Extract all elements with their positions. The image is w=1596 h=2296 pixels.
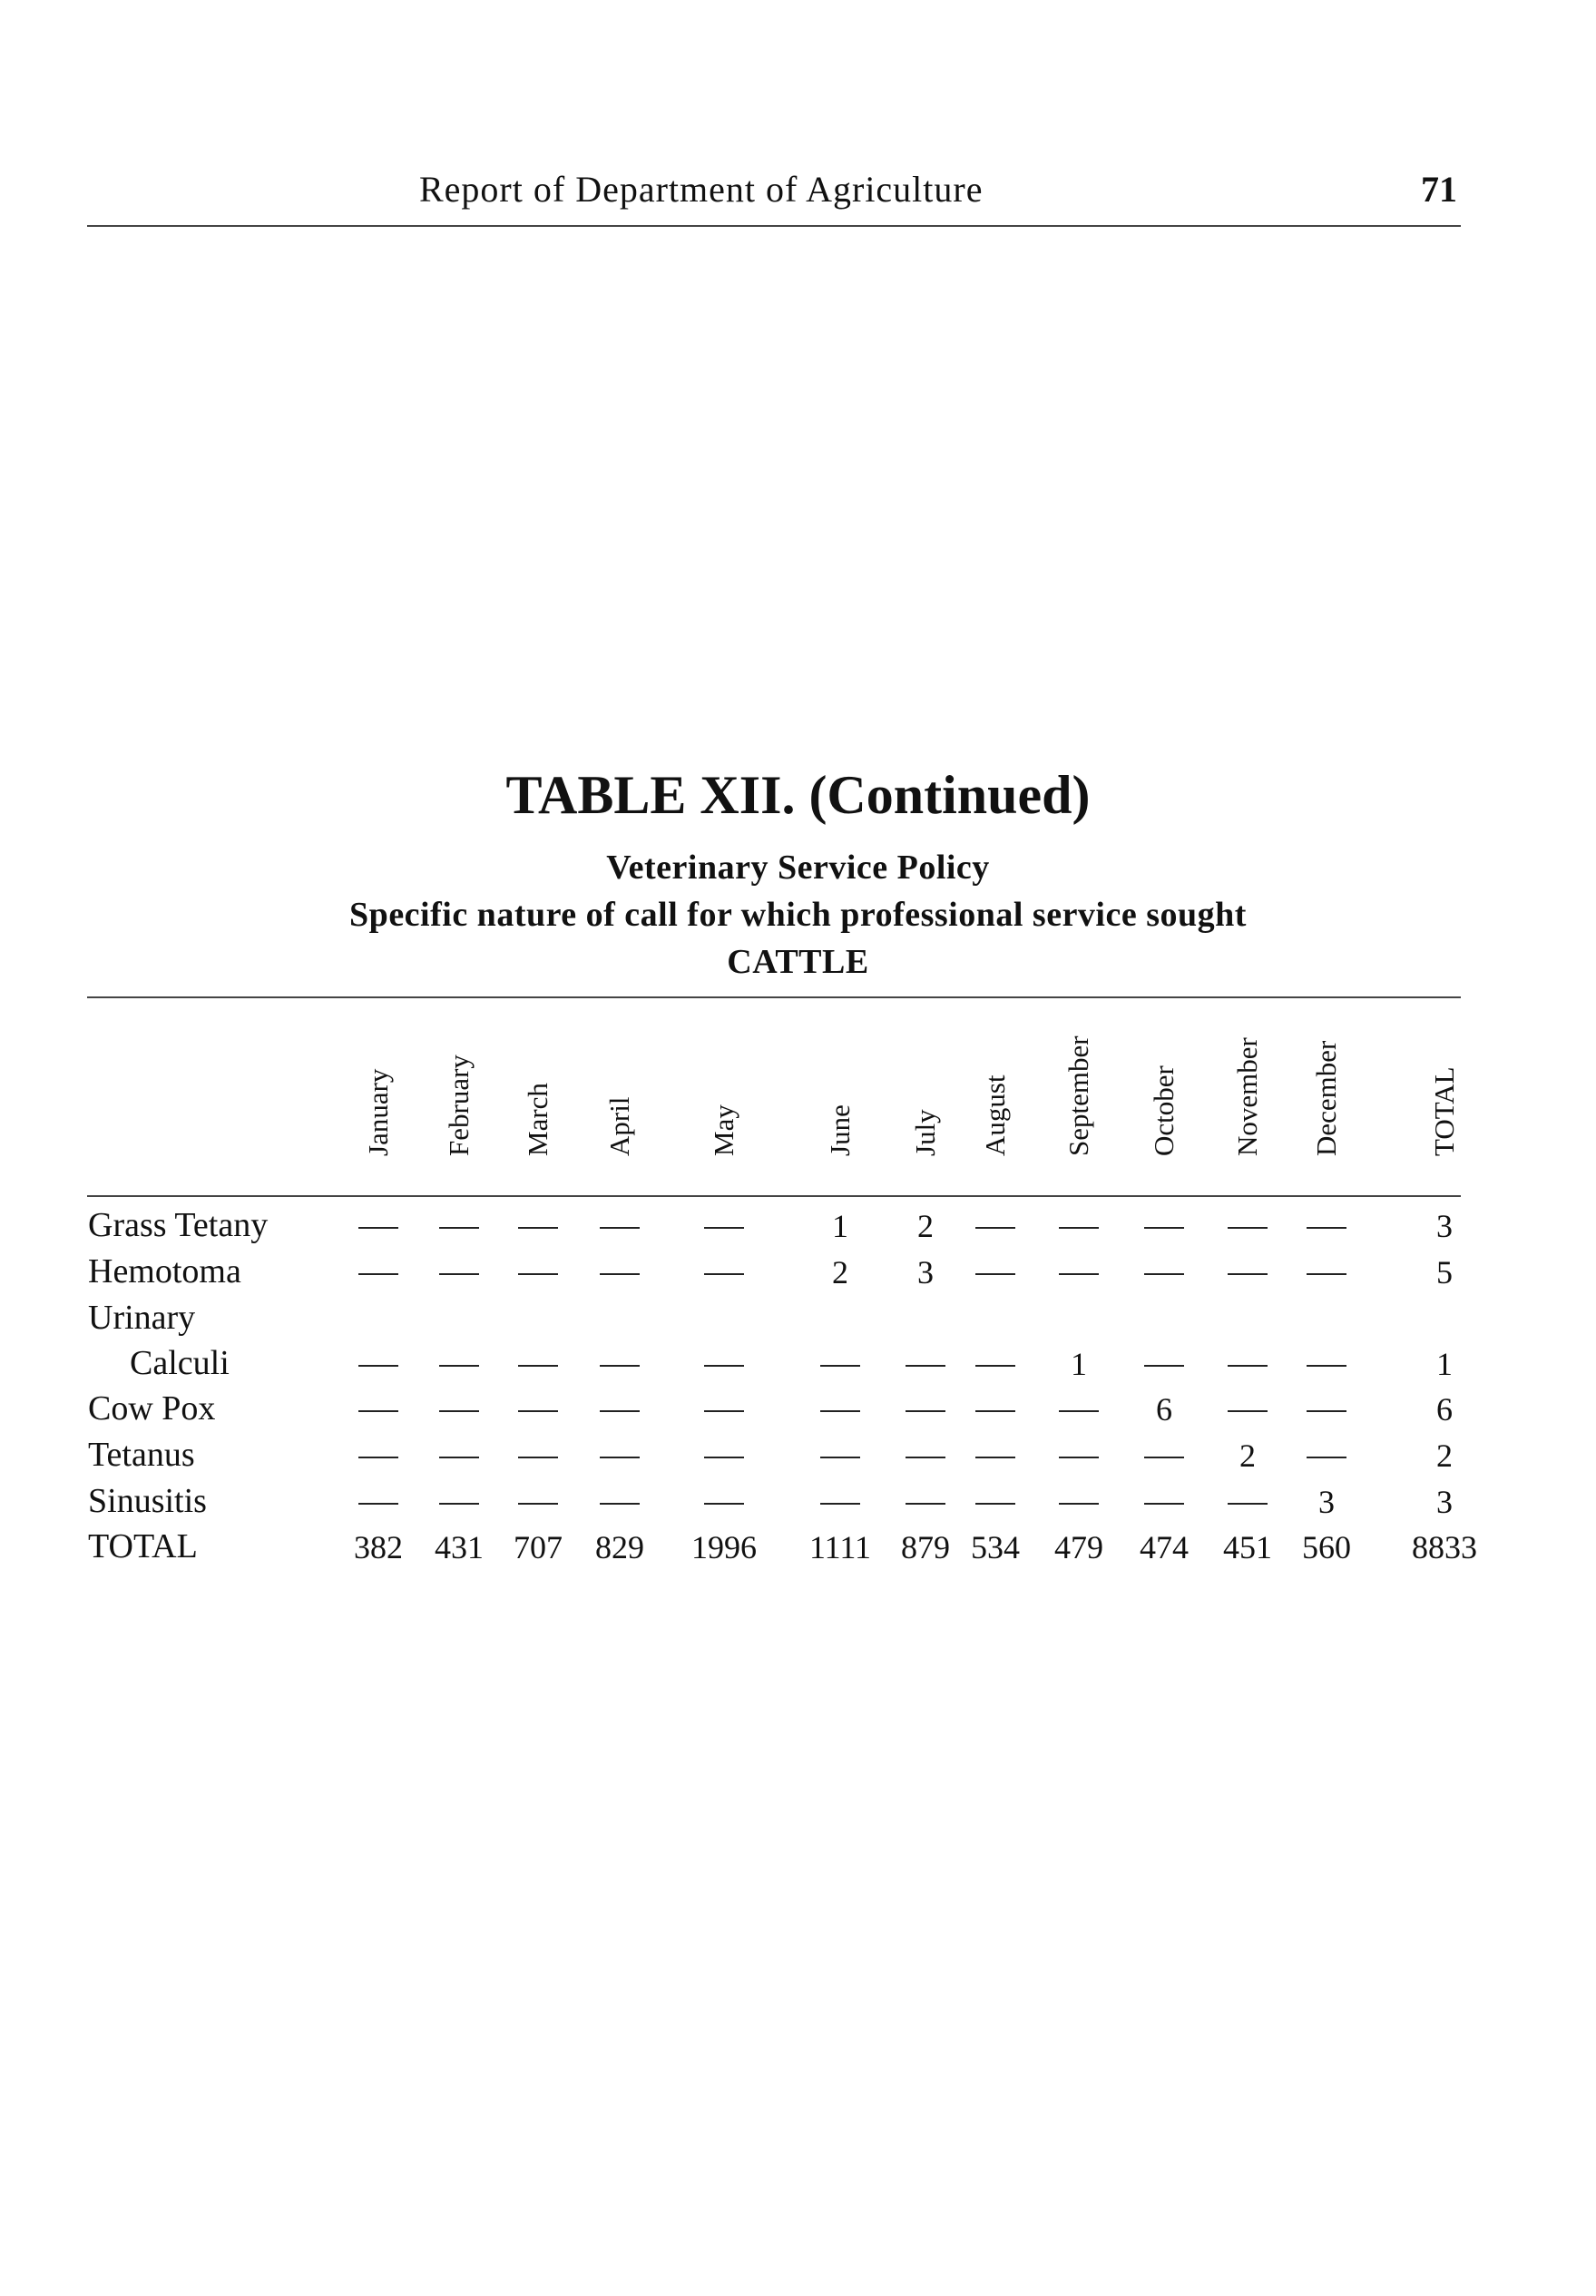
empty-cell-dash [1228,1227,1268,1229]
column-header-label: March [522,1083,553,1156]
page-number: 71 [1421,169,1457,210]
table-cell: 829 [595,1529,644,1565]
empty-cell-dash [1059,1410,1099,1412]
column-header-october [1137,1007,1191,1189]
empty-cell-dash [975,1365,1015,1367]
column-header-label: May [708,1104,739,1156]
empty-cell-dash [439,1227,479,1229]
empty-cell-dash [439,1273,479,1275]
empty-cell-dash [704,1273,744,1275]
row-label: Urinary [88,1299,196,1337]
table-cell: 474 [1140,1529,1189,1565]
empty-cell-dash [975,1457,1015,1458]
column-header-june [813,1007,867,1189]
table-cell: 2 [917,1208,934,1244]
empty-cell-dash [518,1273,558,1275]
table-cell: 1996 [691,1529,757,1565]
table-title: TABLE XII. (Continued) [505,765,1091,825]
empty-cell-dash [975,1273,1015,1275]
column-header-label: January [362,1068,394,1156]
column-header-march [511,1007,565,1189]
table-cell: 1 [832,1208,848,1244]
empty-cell-dash [820,1503,860,1505]
table-top-rule [87,996,1461,998]
empty-cell-dash [439,1503,479,1505]
row-label: Grass Tetany [88,1206,269,1244]
empty-cell-dash [1228,1365,1268,1367]
table-description: Specific nature of call for which professional service sought [349,896,1247,934]
table-cell: 431 [435,1529,484,1565]
table-cell: 451 [1223,1529,1272,1565]
empty-cell-dash [906,1503,945,1505]
column-header-november [1220,1007,1275,1189]
empty-cell-dash [820,1457,860,1458]
table-cell: 382 [354,1529,403,1565]
empty-cell-dash [1307,1365,1346,1367]
empty-cell-dash [518,1365,558,1367]
empty-cell-dash [906,1457,945,1458]
empty-cell-dash [518,1410,558,1412]
empty-cell-dash [820,1410,860,1412]
empty-cell-dash [975,1227,1015,1229]
row-label: TOTAL [88,1527,198,1565]
empty-cell-dash [1144,1365,1184,1367]
row-label: Cow Pox [88,1389,216,1428]
empty-cell-dash [1307,1410,1346,1412]
column-header-may [697,1007,751,1189]
column-header-total [1417,1007,1472,1189]
column-header-label: TOTAL [1428,1066,1460,1156]
empty-cell-dash [704,1365,744,1367]
table-category: CATTLE [727,943,869,981]
empty-cell-dash [358,1227,398,1229]
table-cell: 1111 [809,1529,871,1565]
empty-cell-dash [1144,1227,1184,1229]
empty-cell-dash [1307,1457,1346,1458]
table-cell: 3 [917,1254,934,1290]
column-header-label: November [1231,1037,1263,1156]
empty-cell-dash [358,1273,398,1275]
column-header-label: July [909,1109,941,1156]
empty-cell-dash [600,1365,640,1367]
empty-cell-dash [518,1503,558,1505]
running-head-title: Report of Department of Agriculture [419,169,984,210]
column-header-label: October [1148,1065,1180,1156]
empty-cell-dash [906,1365,945,1367]
empty-cell-dash [600,1503,640,1505]
table-cell: 1 [1436,1346,1453,1382]
empty-cell-dash [1228,1410,1268,1412]
empty-cell-dash [1228,1273,1268,1275]
header-rule [87,225,1461,227]
empty-cell-dash [600,1410,640,1412]
table-cell: 479 [1054,1529,1103,1565]
row-label: Hemotoma [88,1252,241,1290]
table-cell: 560 [1302,1529,1351,1565]
column-header-september [1052,1007,1106,1189]
column-header-label: April [603,1096,635,1156]
table-cell: 707 [514,1529,563,1565]
empty-cell-dash [704,1410,744,1412]
table-cell: 1 [1071,1346,1087,1382]
running-head [87,168,1457,222]
empty-cell-dash [1059,1273,1099,1275]
empty-cell-dash [439,1365,479,1367]
table-cell: 534 [971,1529,1020,1565]
table-cell: 2 [832,1254,848,1290]
column-header-january [351,1007,406,1189]
table-cell: 2 [1239,1437,1256,1474]
table-cell: 5 [1436,1254,1453,1290]
empty-cell-dash [518,1227,558,1229]
empty-cell-dash [704,1503,744,1505]
table-subtitle: Veterinary Service Policy [606,849,990,887]
empty-cell-dash [439,1457,479,1458]
empty-cell-dash [1228,1503,1268,1505]
table-header-rule [87,1195,1461,1197]
column-header-label: December [1310,1040,1342,1156]
empty-cell-dash [975,1503,1015,1505]
empty-cell-dash [1144,1503,1184,1505]
table-cell: 3 [1318,1484,1335,1520]
table-cell: 6 [1436,1391,1453,1428]
empty-cell-dash [1059,1503,1099,1505]
empty-cell-dash [600,1273,640,1275]
column-header-december [1299,1007,1354,1189]
empty-cell-dash [600,1227,640,1229]
empty-cell-dash [1144,1457,1184,1458]
empty-cell-dash [975,1410,1015,1412]
empty-cell-dash [1059,1457,1099,1458]
empty-cell-dash [1307,1227,1346,1229]
row-label: Tetanus [88,1436,195,1474]
empty-cell-dash [1307,1273,1346,1275]
table-cell: 3 [1436,1484,1453,1520]
column-header-february [432,1007,486,1189]
table-cell: 8833 [1412,1529,1477,1565]
empty-cell-dash [704,1227,744,1229]
empty-cell-dash [600,1457,640,1458]
column-header-label: August [979,1074,1011,1156]
table-cell: 6 [1156,1391,1172,1428]
table-cell: 879 [901,1529,950,1565]
empty-cell-dash [358,1457,398,1458]
empty-cell-dash [358,1365,398,1367]
row-label: Sinusitis [88,1482,207,1520]
column-header-label: February [443,1055,475,1156]
empty-cell-dash [704,1457,744,1458]
table-cell: 3 [1436,1208,1453,1244]
empty-cell-dash [358,1503,398,1505]
empty-cell-dash [1144,1273,1184,1275]
empty-cell-dash [1059,1227,1099,1229]
empty-cell-dash [820,1365,860,1367]
column-header-label: June [824,1104,856,1156]
empty-cell-dash [518,1457,558,1458]
column-header-april [592,1007,647,1189]
column-header-july [898,1007,953,1189]
row-label: Calculi [130,1344,230,1382]
empty-cell-dash [439,1410,479,1412]
column-header-label: September [1062,1035,1094,1156]
empty-cell-dash [358,1410,398,1412]
table-cell: 2 [1436,1437,1453,1474]
column-header-august [968,1007,1023,1189]
empty-cell-dash [906,1410,945,1412]
